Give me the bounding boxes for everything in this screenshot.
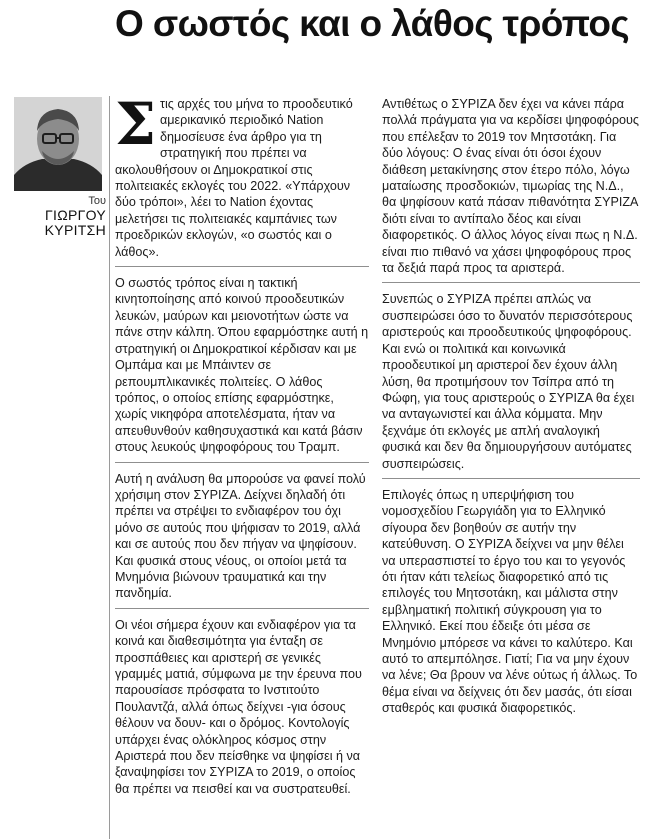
paragraph: Συνεπώς ο ΣΥΡΙΖΑ πρέπει απλώς να συσπειρώσει όσο το δυνατόν περισσότερους αριστερούς και προοδευτικούς ψηφοφόρους. Και ενώ οι πολιτικά και κοινωνικά προοδευτικοί μη αριστεροί δεν έχουν άλλη λύση, θα προτιμήσουν τον Τσίπρα από τη Φώφη, για τους αριστερούς ο ΣΥΡΙΖΑ θα έχει να ανταγωνιστεί και άλλα κόμματα. Μην ξεχνάμε ότι εκλογές με απλή αναλογική φυσικά και δεν θα δημιουργήσουν αυτόματες συσπειρώσεις. — [382, 291, 640, 478]
drop-cap: Σ — [115, 90, 157, 158]
article-column-1 — [115, 90, 369, 811]
author-byline — [10, 195, 106, 238]
author-photo — [14, 97, 102, 191]
article-headline: Ο σωστός και ο λάθος τρόπος — [115, 3, 630, 44]
paragraph: Οι νέοι σήμερα έχουν και ενδιαφέρον για τα κοινά και διαθεσιμότητα για ένταξη σε προσπάθειες και αριστερή σε γενικές γραμμές ματιά, σύμφωνα με την έρευνα που παρουσίασε πρόσφατα το Ινστιτούτο Πουλαντζά, αλλά όπως δείχνει -για όσους θέλουν να δουν- και ο δρόμος. Κοντολογίς υπάρχει ένας ολόκληρος κόσμος στην Αριστερά που δεν πείσθηκε να ψηφίσει ή να ξαναψηφίσει τον ΣΥΡΙΖΑ το 2019, ο οποίος θα πρέπει να πεισθεί και να συστρατευθεί. — [115, 617, 362, 796]
paragraph: Αυτή η ανάλυση θα μπορούσε να φανεί πολύ χρήσιμη στον ΣΥΡΙΖΑ. Δείχνει δηλαδή ότι πρέπει να στρέψει το ενδιαφέρον του όχι μόνο σε αυτούς που ψήφισαν το 2019, αλλά και σε αυτούς που δεν πήγαν να ψηφίσουν. Και φυσικά στους νέους, οι οποίοι μετά τα Μνημόνια βιώνουν τραυματικά και την πανδημία. — [115, 471, 369, 609]
article-column-2 — [382, 96, 640, 731]
paragraph: Επιλογές όπως η υπερψήφιση του νομοσχεδίου Γεωργιάδη για το Ελληνικό σίγουρα δεν βοηθούν σε αυτήν την κατεύθυνση. Ο ΣΥΡΙΖΑ δείχνει να μην θέλει να υπερασπιστεί το έργο του και το γεγονός ότι ήταν κάτι τελείως διαφορετικό από τις επιλογές του Μητσοτάκη, και μάλιστα στην εμβληματική πολιτική σύγκρουση για το Ελληνικό. Εκεί που έδειξε ότι μέσα σε Μνημόνιο μπόρεσε να κάνει το καλύτερο. Και αυτό το απεμπόλησε. Γιατί; Για να μην έχουν να λένε; Θα βρουν να λένε ούτως ή άλλως. Το θέμα είναι να δείχνεις ότι δεν μασάς, ότι είσαι σταθερός και φυσικά διαφορετικός. — [382, 487, 638, 716]
author-first-name: ΓΙΩΡΓΟΥ — [45, 207, 106, 223]
author-last-name: ΚΥΡΙΤΣΗ — [44, 222, 106, 238]
column-divider — [109, 96, 110, 839]
paragraph: Ο σωστός τρόπος είναι η τακτική κινητοποίησης από κοινού προοδευτικών λευκών, μαύρων και μειονοτήτων ώστε να πάνε στην κάλπη. Όπου εφαρμόστηκε αυτή η στρατηγική οι Δημοκρατικοί κέρδισαν και με Ομπάμα και με Μπάιντεν σε ρεπουμπλικανικές πολιτείες. Ο λάθος τρόπος, ο οποίος επίσης εφαρμόστηκε, χωρίς νικηφόρα αποτελέσματα, ήταν να απευθυνθούν καθησυχαστικά και κατά βάσιν στους λευκούς ψηφοφόρους του Τραμπ. — [115, 275, 369, 462]
paragraph: Αντιθέτως ο ΣΥΡΙΖΑ δεν έχει να κάνει πάρα πολλά πράγματα για να κερδίσει ψηφοφόρους που επέλεξαν το 2019 τον Μητσοτάκη. Για δύο λόγους: Ο ένας είναι ότι όσοι έχουν διάθεση μετακίνησης στον έτερο πόλο, λόγω ματαίωσης προσδοκιών, τιμωρίας της Ν.Δ., θα ψηφίσουν κατά πάσαν πιθανότητα ΣΥΡΙΖΑ διότι είναι το αντίπαλο δέος και είναι διαφορετικός. Ο άλλος λόγος είναι πως η Ν.Δ. είναι πιο πιθανό να χάσει ψηφοφόρους προς τα δεξιά παρά προς τα αριστερά. — [382, 96, 640, 283]
author-portrait-icon — [14, 97, 102, 191]
paragraph — [115, 90, 369, 267]
paragraph-text: τις αρχές του μήνα το προοδευτικό αμερικανικό περιοδικό Nation δημοσίευσε ένα άρθρο για τη στρατηγική που πρέπει να ακολουθήσουν οι Δημοκρατικοί στις πολιτειακές εκλογές του 2022. «Υπάρχουν δύο τρόποι», λέει το Nation έχοντας μελετήσει τις πολιτειακές καμπάνιες των προεδρικών εκλογών, «ο σωστός και ο λάθος». — [115, 97, 353, 259]
author-prefix: Του — [88, 195, 106, 207]
